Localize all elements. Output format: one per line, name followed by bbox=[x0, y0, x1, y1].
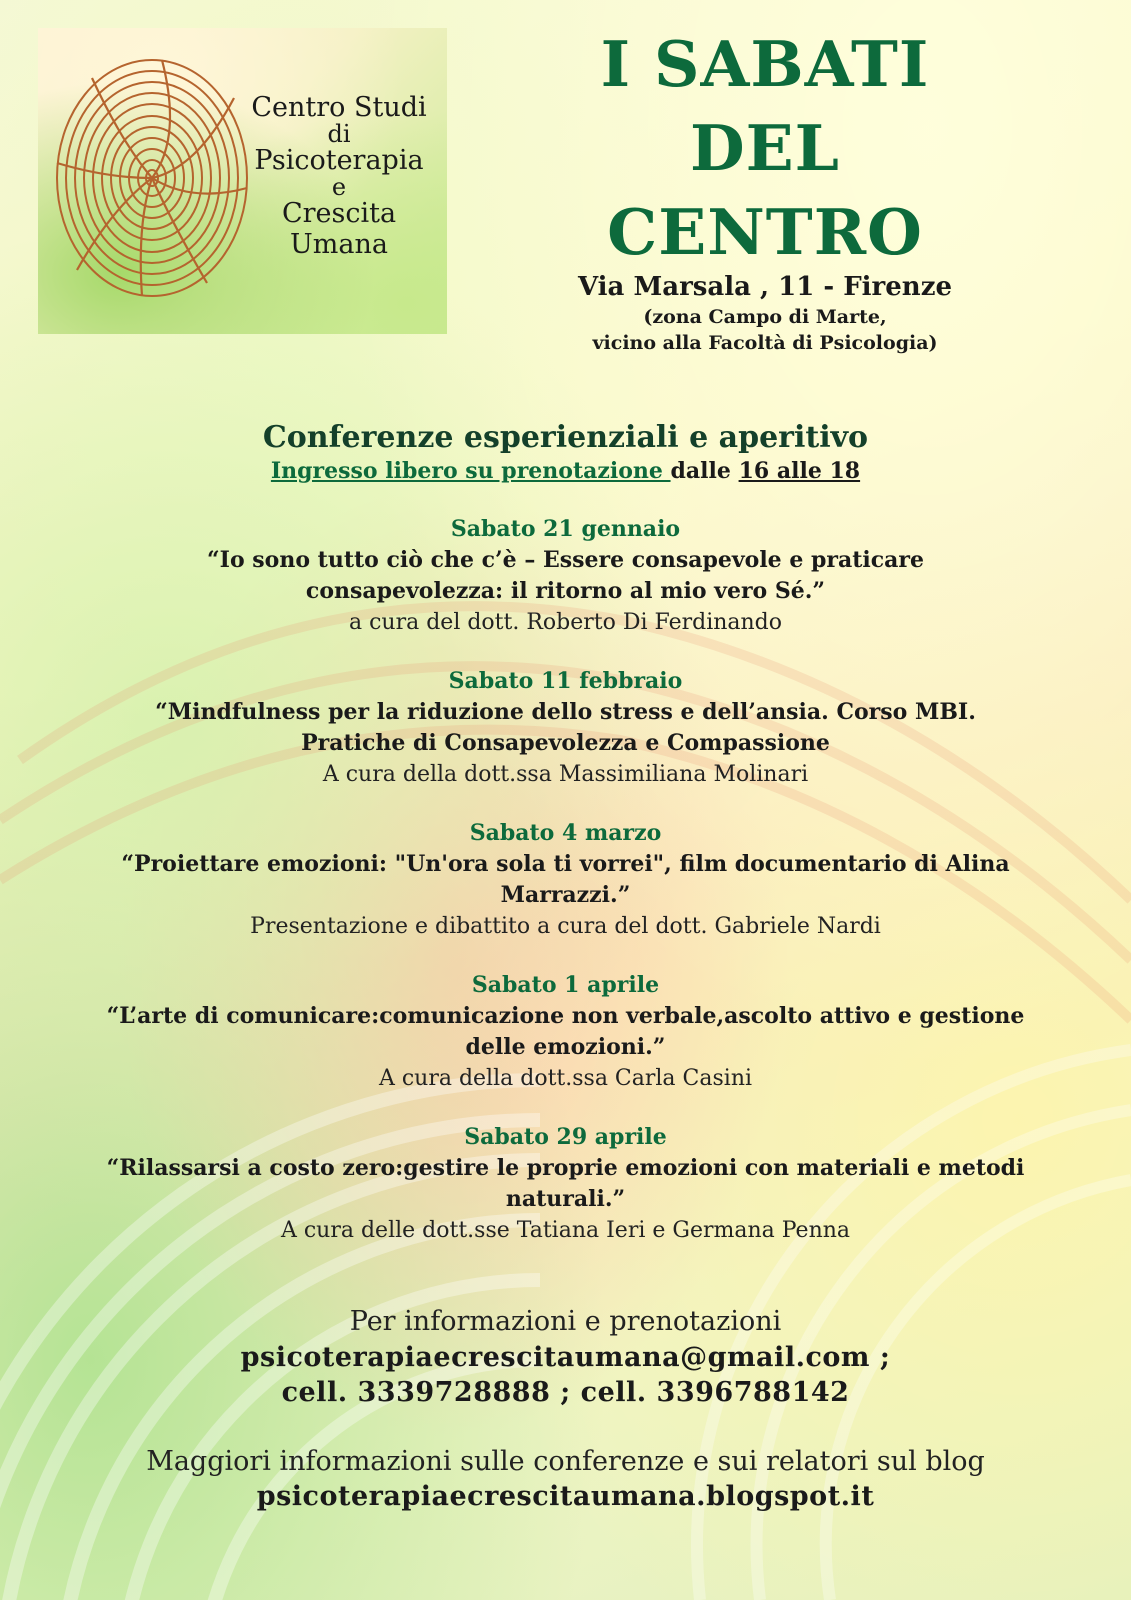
logo-text bbox=[234, 92, 444, 260]
event-title: “Io sono tutto ciò che c’è – Essere consapevole e praticare bbox=[207, 547, 924, 573]
event-speaker: Presentazione e dibattito a cura del dott. Gabriele Nardi bbox=[250, 914, 881, 939]
event-title: delle emozioni.” bbox=[465, 1034, 666, 1060]
blog-block bbox=[0, 1444, 1131, 1514]
event-title: naturali.” bbox=[505, 1186, 626, 1212]
address-note: (zona Campo di Marte, bbox=[643, 306, 887, 328]
logo bbox=[38, 28, 447, 334]
logo-line: Centro Studi bbox=[251, 92, 427, 123]
blog-link[interactable]: psicoterapiaecrescitaumana.blogspot.it bbox=[256, 1481, 875, 1512]
logo-line: e bbox=[331, 173, 347, 201]
from-label: dalle bbox=[670, 458, 731, 484]
event-date: Sabato 11 febbraio bbox=[448, 668, 683, 694]
event-item bbox=[0, 666, 1131, 790]
event-item bbox=[0, 1122, 1131, 1246]
address-note: vicino alla Facoltà di Psicologia) bbox=[592, 332, 938, 354]
address: Via Marsala , 11 - Firenze bbox=[577, 272, 953, 302]
title-line: I SABATI bbox=[600, 27, 930, 101]
event-title: consapevolezza: il ritorno al mio vero Sé.” bbox=[305, 578, 826, 604]
contact-label: Per informazioni e prenotazioni bbox=[349, 1306, 782, 1337]
logo-line: Psicoterapia bbox=[254, 145, 424, 176]
event-title: “Rilassarsi a costo zero:gestire le proprie emozioni con materiali e metodi bbox=[106, 1155, 1025, 1181]
contact-email[interactable]: psicoterapiaecrescitaumana@gmail.com ; bbox=[240, 1342, 891, 1373]
hours: 16 alle 18 bbox=[738, 458, 861, 484]
event-speaker: A cura delle dott.sse Tatiana Ieri e Germana Penna bbox=[280, 1218, 851, 1243]
event-date: Sabato 1 aprile bbox=[471, 972, 660, 998]
contact-block bbox=[0, 1304, 1131, 1410]
title-line: DEL bbox=[690, 111, 840, 185]
event-title: “L’arte di comunicare:comunicazione non verbale,ascolto attivo e gestione bbox=[106, 1003, 1025, 1029]
entry-info bbox=[0, 456, 1131, 486]
contact-phones: cell. 3339728888 ; cell. 3396788142 bbox=[281, 1377, 850, 1408]
event-item bbox=[0, 818, 1131, 942]
event-item bbox=[0, 970, 1131, 1094]
event-title: “Mindfulness per la riduzione dello stress e dell’ansia. Corso MBI. bbox=[155, 699, 976, 725]
event-title: Marrazzi.” bbox=[500, 882, 631, 908]
event-date: Sabato 29 aprile bbox=[464, 1124, 667, 1150]
event-date: Sabato 21 gennaio bbox=[450, 516, 681, 542]
event-speaker: A cura della dott.ssa Massimiliana Molinari bbox=[322, 762, 809, 787]
event-speaker: a cura del dott. Roberto Di Ferdinando bbox=[348, 610, 783, 635]
event-date: Sabato 4 marzo bbox=[469, 820, 662, 846]
title-line: CENTRO bbox=[607, 195, 923, 269]
blog-label: Maggiori informazioni sulle conferenze e sui relatori sul blog bbox=[146, 1446, 985, 1477]
spiral-mandala-icon bbox=[52, 53, 252, 303]
page-title bbox=[520, 22, 1010, 274]
main-content bbox=[0, 420, 1131, 1514]
logo-line: di bbox=[327, 120, 351, 148]
conference-title: Conferenze esperienziali e aperitivo bbox=[262, 420, 869, 455]
logo-line: Crescita Umana bbox=[281, 198, 397, 260]
event-title: “Proiettare emozioni: "Un'ora sola ti vorrei", film documentario di Alina bbox=[121, 851, 1010, 877]
entry-label: Ingresso libero su prenotazione bbox=[270, 458, 671, 484]
event-speaker: A cura della dott.ssa Carla Casini bbox=[378, 1066, 753, 1091]
address-block bbox=[520, 270, 1010, 356]
event-title: Pratiche di Consapevolezza e Compassione bbox=[301, 730, 830, 756]
event-item bbox=[0, 514, 1131, 638]
